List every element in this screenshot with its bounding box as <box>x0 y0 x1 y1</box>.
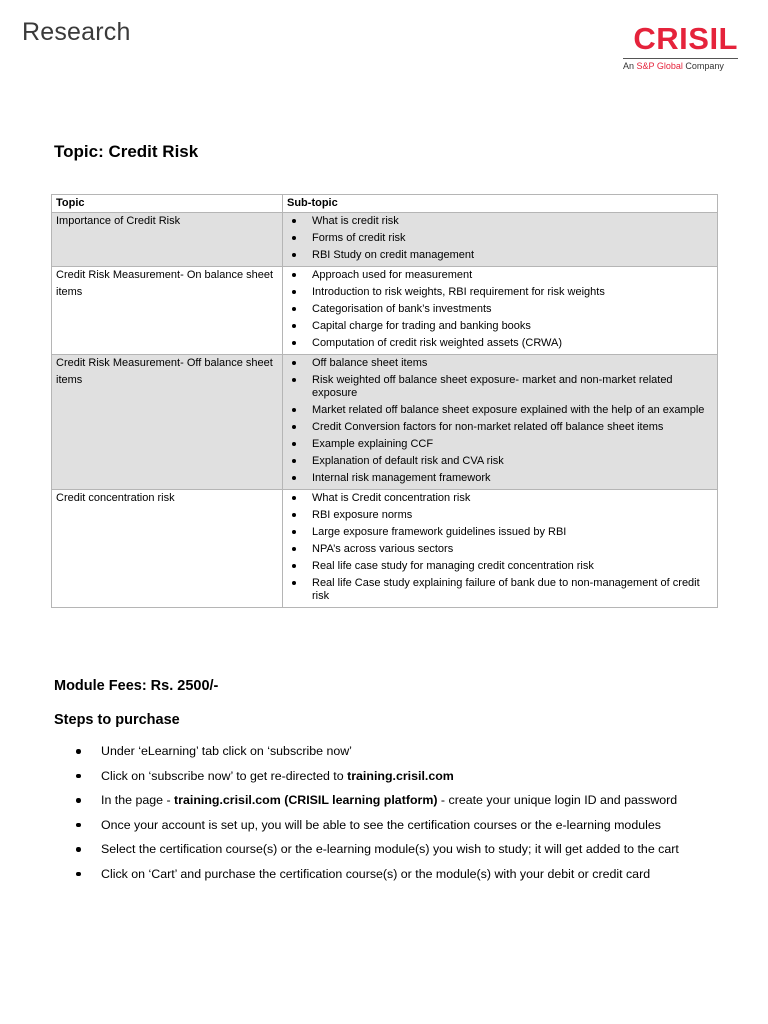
subtopic-item: Real life Case study explaining failure of bank due to non-management of credit risk <box>287 577 713 603</box>
subtopic-cell <box>283 213 718 267</box>
subtopic-cell <box>283 490 718 608</box>
subtopic-item: Off balance sheet items <box>287 357 713 370</box>
subtopic-item: Introduction to risk weights, RBI requirement for risk weights <box>287 286 713 299</box>
table-row <box>52 490 718 608</box>
step-item: Select the certification course(s) or the e-learning module(s) you wish to study; it will get added to the cart <box>54 842 744 857</box>
table-row <box>52 267 718 355</box>
subtopic-item: What is credit risk <box>287 215 713 228</box>
logo-wordmark: CRISIL <box>633 21 738 56</box>
subtopic-cell <box>283 267 718 355</box>
topic-cell: Credit Risk Measurement- On balance sheet items <box>52 267 283 355</box>
subtopic-item: Internal risk management framework <box>287 472 713 485</box>
step-item: Under ‘eLearning’ tab click on ‘subscribe now’ <box>54 744 744 759</box>
subtopic-list <box>287 357 713 485</box>
step-link-text: training.crisil.com (CRISIL learning platform) <box>174 793 438 808</box>
subtopic-list <box>287 269 713 350</box>
table-row <box>52 213 718 267</box>
subtopic-list <box>287 492 713 603</box>
syllabus-table <box>51 194 718 608</box>
subtopic-item: Forms of credit risk <box>287 232 713 245</box>
subtopic-item: Computation of credit risk weighted assets (CRWA) <box>287 337 713 350</box>
topic-cell: Credit concentration risk <box>52 490 283 608</box>
table-header-row <box>52 195 718 213</box>
subtopic-item: Approach used for measurement <box>287 269 713 282</box>
header-title: Research <box>22 18 131 46</box>
subtopic-item: RBI exposure norms <box>287 509 713 522</box>
subtopic-item: NPA’s across various sectors <box>287 543 713 556</box>
subtopic-cell <box>283 355 718 490</box>
step-text: - create your unique login ID and password <box>437 793 678 808</box>
subtopic-item: Real life case study for managing credit concentration risk <box>287 560 713 573</box>
subtopic-item: Categorisation of bank’s investments <box>287 303 713 316</box>
subtopic-item: Market related off balance sheet exposure explained with the help of an example <box>287 404 713 417</box>
step-item <box>54 793 744 808</box>
topic-title: Topic: Credit Risk <box>54 142 199 161</box>
subtopic-item: Capital charge for trading and banking books <box>287 320 713 333</box>
steps-list <box>54 744 744 892</box>
subtopic-item: Credit Conversion factors for non-market related off balance sheet items <box>287 421 713 434</box>
subtopic-item: Risk weighted off balance sheet exposure- market and non-market related exposure <box>287 374 713 400</box>
subtopic-item: What is Credit concentration risk <box>287 492 713 505</box>
topic-cell: Importance of Credit Risk <box>52 213 283 267</box>
step-item <box>54 769 744 784</box>
subtopic-item: Explanation of default risk and CVA risk <box>287 455 713 468</box>
topic-cell: Credit Risk Measurement- Off balance sheet items <box>52 355 283 490</box>
column-header-subtopic: Sub-topic <box>283 195 718 213</box>
module-fees: Module Fees: Rs. 2500/- <box>54 678 219 694</box>
step-item: Click on ‘Cart’ and purchase the certification course(s) or the module(s) with your debit or credit card <box>54 867 744 882</box>
column-header-topic: Topic <box>52 195 283 213</box>
step-link-text: training.crisil.com <box>347 768 454 783</box>
step-text: In the page - <box>101 793 175 808</box>
subtopic-item: Example explaining CCF <box>287 438 713 451</box>
crisil-logo <box>623 22 738 71</box>
step-item: Once your account is set up, you will be able to see the certification courses or the e-learning modules <box>54 818 744 833</box>
subtopic-list <box>287 215 713 262</box>
subtopic-item: RBI Study on credit management <box>287 249 713 262</box>
subtopic-item: Large exposure framework guidelines issued by RBI <box>287 526 713 539</box>
steps-title: Steps to purchase <box>54 712 180 728</box>
logo-divider <box>623 58 738 59</box>
logo-tagline: An S&P Global Company <box>623 61 724 71</box>
table-row <box>52 355 718 490</box>
step-text: Click on ‘subscribe now’ to get re-directed to <box>101 768 348 783</box>
